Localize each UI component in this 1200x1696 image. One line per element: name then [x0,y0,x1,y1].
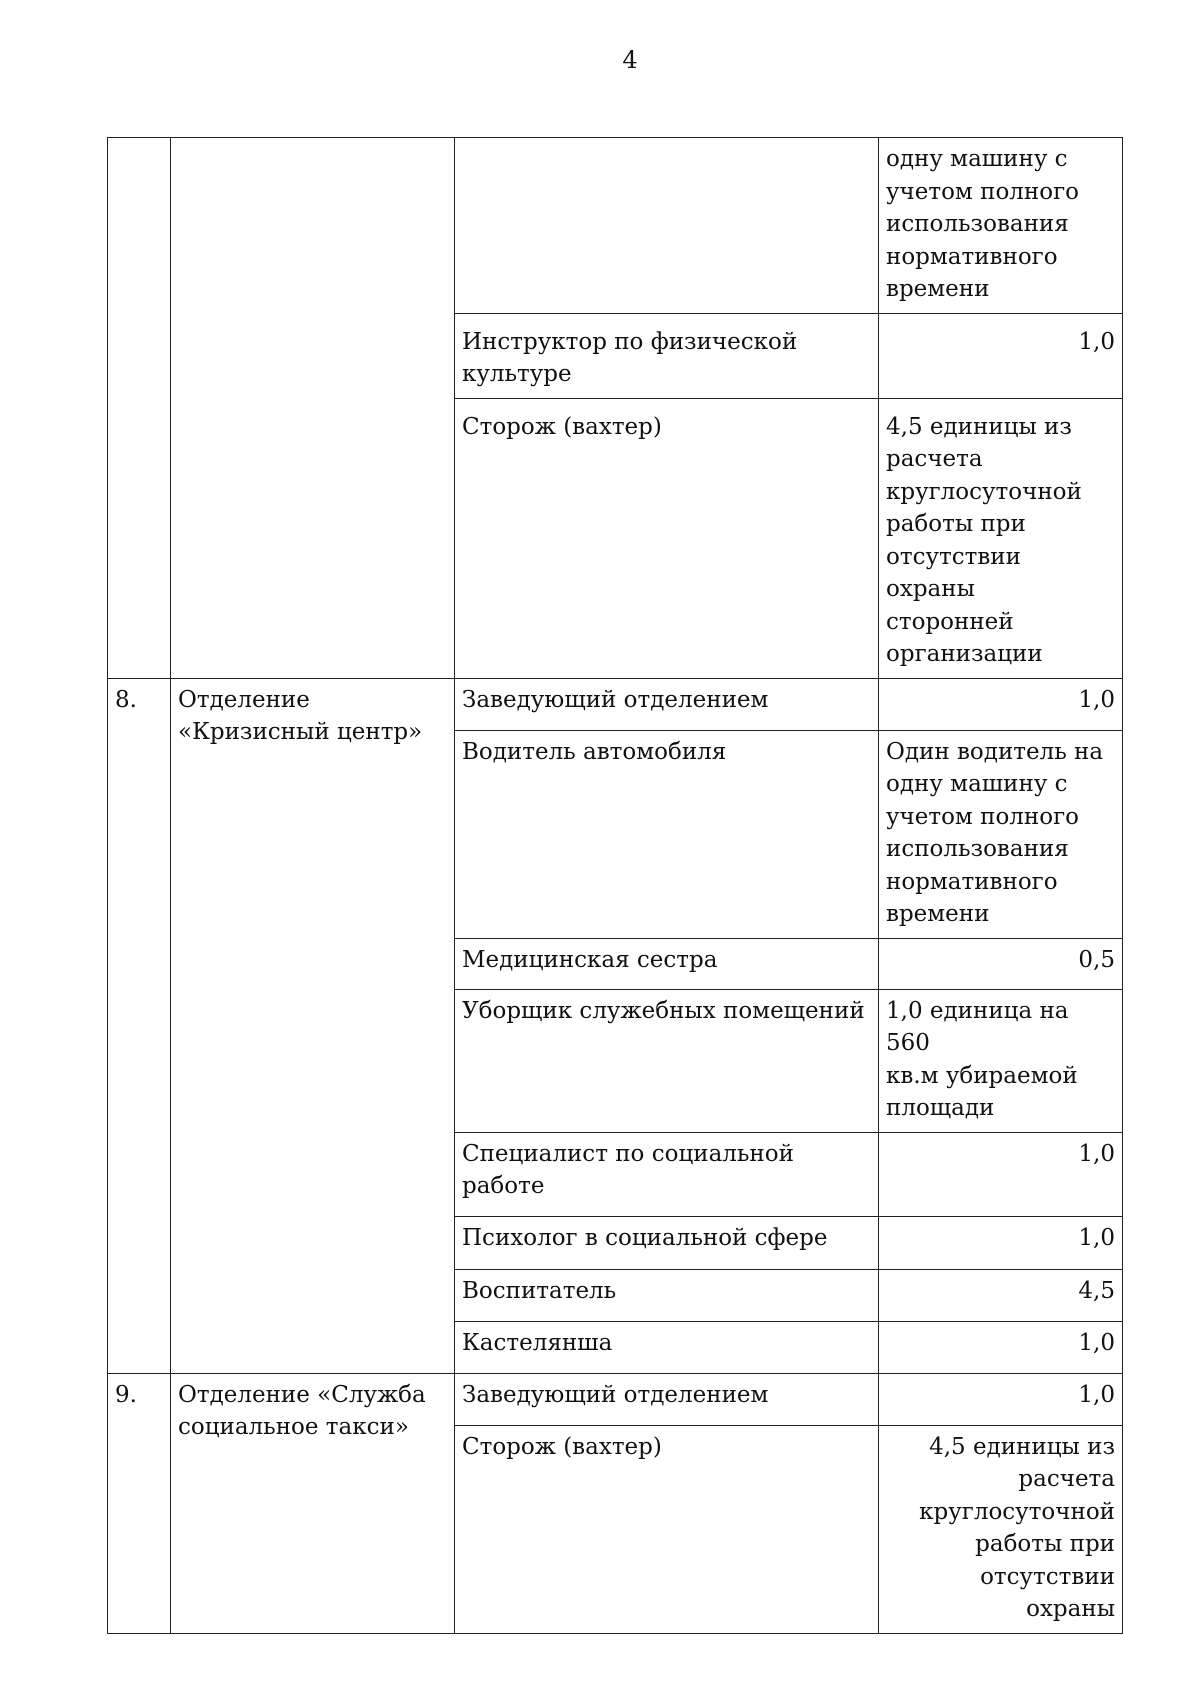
number-cell [108,138,171,679]
norm-cell: 4,5 единицы из расчета круглосуточной работы при отсутствии охраны [879,1425,1123,1633]
section-number: 9. [108,1373,171,1633]
norm-cell: 4,5 единицы из расчета круглосуточной работы при отсутствии охраны сторонней организации [879,398,1123,678]
norm-cell: 1,0 единица на 560 кв.м убираемой площади [879,989,1123,1132]
position-cell: Психолог в социальной сфере [455,1216,879,1269]
norm-cell: 1,0 [879,1216,1123,1269]
position-cell: Сторож (вахтер) [455,1425,879,1633]
norm-cell: Один водитель на одну машину с учетом полного использования нормативного времени [879,730,1123,938]
position-cell: Заведующий отделением [455,1373,879,1425]
department-cell [171,138,455,679]
norm-cell: 1,0 [879,1373,1123,1425]
position-cell: Воспитатель [455,1269,879,1321]
norm-cell: 1,0 [879,313,1123,398]
position-cell: Сторож (вахтер) [455,398,879,678]
department-name: Отделение «Кризисный центр» [171,678,455,1373]
position-cell [455,138,879,314]
position-cell: Уборщик служебных помещений [455,989,879,1132]
norm-cell: 1,0 [879,1321,1123,1373]
table-row [108,678,1123,730]
table-row [108,138,1123,314]
table-row [108,1373,1123,1425]
section-number: 8. [108,678,171,1373]
position-cell: Инструктор по физической культуре [455,313,879,398]
norm-cell: 1,0 [879,1132,1123,1216]
position-cell: Водитель автомобиля [455,730,879,938]
page-number: 4 [622,46,638,74]
position-cell: Медицинская сестра [455,938,879,989]
department-name: Отделение «Служба социальное такси» [171,1373,455,1633]
norm-cell: 4,5 [879,1269,1123,1321]
staffing-table [107,137,1123,1634]
norm-cell: 1,0 [879,678,1123,730]
norm-cell: 0,5 [879,938,1123,989]
position-cell: Специалист по социальной работе [455,1132,879,1216]
position-cell: Заведующий отделением [455,678,879,730]
norm-cell: одну машину с учетом полного использования нормативного времени [879,138,1123,314]
position-cell: Кастелянша [455,1321,879,1373]
